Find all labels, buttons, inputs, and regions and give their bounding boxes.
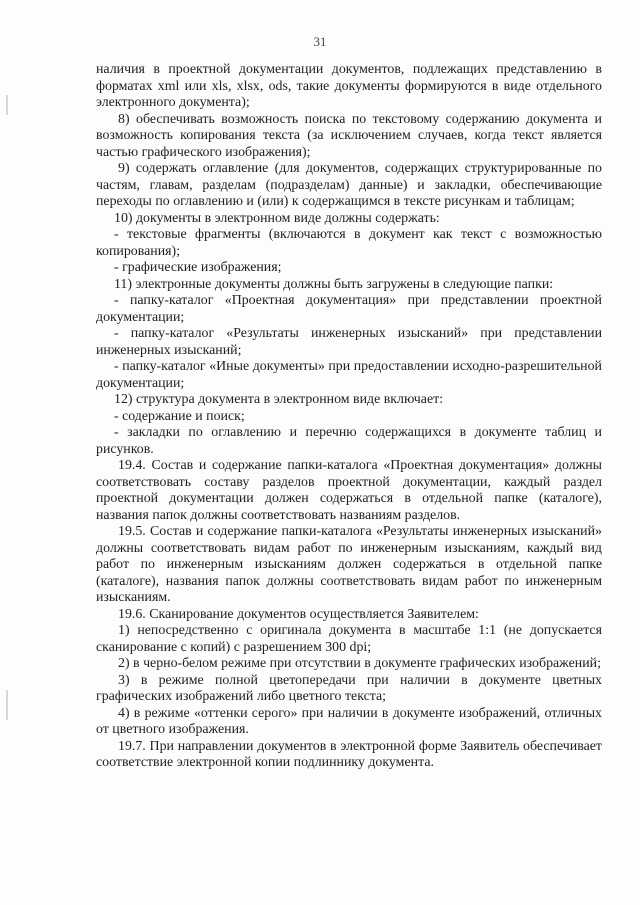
paragraph: - папку-каталог «Проектная документация» при представлении проектной документации;	[96, 293, 602, 325]
paragraph: 9) содержать оглавление (для документов, содержащих структурированные по частям, главам, разделам (подразделам) данные) и закладки, обеспечивающие переходы по оглавлению и (или) к содержащимся в тексте рисункам и таблицам;	[96, 161, 602, 209]
paragraph: 4) в режиме «оттенки серого» при наличии в документе изображений, отличных от цветного изображения.	[96, 705, 602, 737]
paragraph: 19.7. При направлении документов в электронной форме Заявитель обеспечивает соответствие электронной копии подлиннику документа.	[96, 738, 602, 770]
paragraph: 10) документы в электронном виде должны содержать:	[114, 210, 440, 226]
paragraph: - графические изображения;	[114, 260, 282, 275]
scan-artifact	[6, 690, 8, 720]
paragraph: 1) непосредственно с оригинала документа в масштабе 1:1 (не допускается сканирование с копий) с разрешением 300 dpi;	[96, 623, 602, 655]
paragraph: 8) обеспечивать возможность поиска по текстовому содержанию документа и возможность копирования текста (за исключением случаев, когда текст является частью графического изображения);	[96, 111, 602, 160]
paragraph: наличия в проектной документации документов, подлежащих представлению в форматах xml или xls, xlsx, ods, такие документы формируются в виде отдельного электронного документа);	[96, 62, 602, 110]
paragraph: - папку-каталог «Иные документы» при предоставлении исходно-разрешительной документации;	[96, 359, 602, 391]
page-number: 31	[313, 34, 327, 49]
paragraph: 19.5. Состав и содержание папки-каталога «Результаты инженерных изысканий» должны соответствовать видам работ по инженерным изысканиям, каждый вид работ по инженерным изысканиям должен содержаться в отдельной папке (каталоге), названия папок должны соответствовать видам работ по инженерным изысканиям.	[96, 524, 602, 605]
paragraph: 11) электронные документы должны быть загружены в следующие папки:	[114, 276, 554, 292]
paragraph: 3) в режиме полной цветопередачи при наличии в документе цветных графических изображений либо цветного текста;	[96, 672, 602, 704]
paragraph: 19.4. Состав и содержание папки-каталога «Проектная документация» должны соответствовать составу разделов проектной документации, каждый раздел проектной документации должен содержаться в отдельной папке (каталоге), названия папок должны соответствовать названиям разделов.	[96, 458, 602, 523]
paragraph: - содержание и поиск;	[114, 408, 245, 424]
paragraph: 2) в черно-белом режиме при отсутствии в документе графических изображений;	[118, 656, 601, 671]
paragraph: 19.6. Сканирование документов осуществляется Заявителем:	[118, 606, 479, 622]
document-body	[96, 62, 602, 772]
paragraph: 12) структура документа в электронном виде включает:	[114, 392, 444, 407]
paragraph: - текстовые фрагменты (включаются в документ как текст с возможностью копирования);	[96, 227, 602, 259]
paragraph: - закладки по оглавлению и перечню содержащихся в документе таблиц и рисунков.	[96, 425, 602, 457]
paragraph: - папку-каталог «Результаты инженерных изысканий» при представлении инженерных изысканий;	[96, 326, 602, 358]
scan-artifact	[6, 95, 8, 115]
